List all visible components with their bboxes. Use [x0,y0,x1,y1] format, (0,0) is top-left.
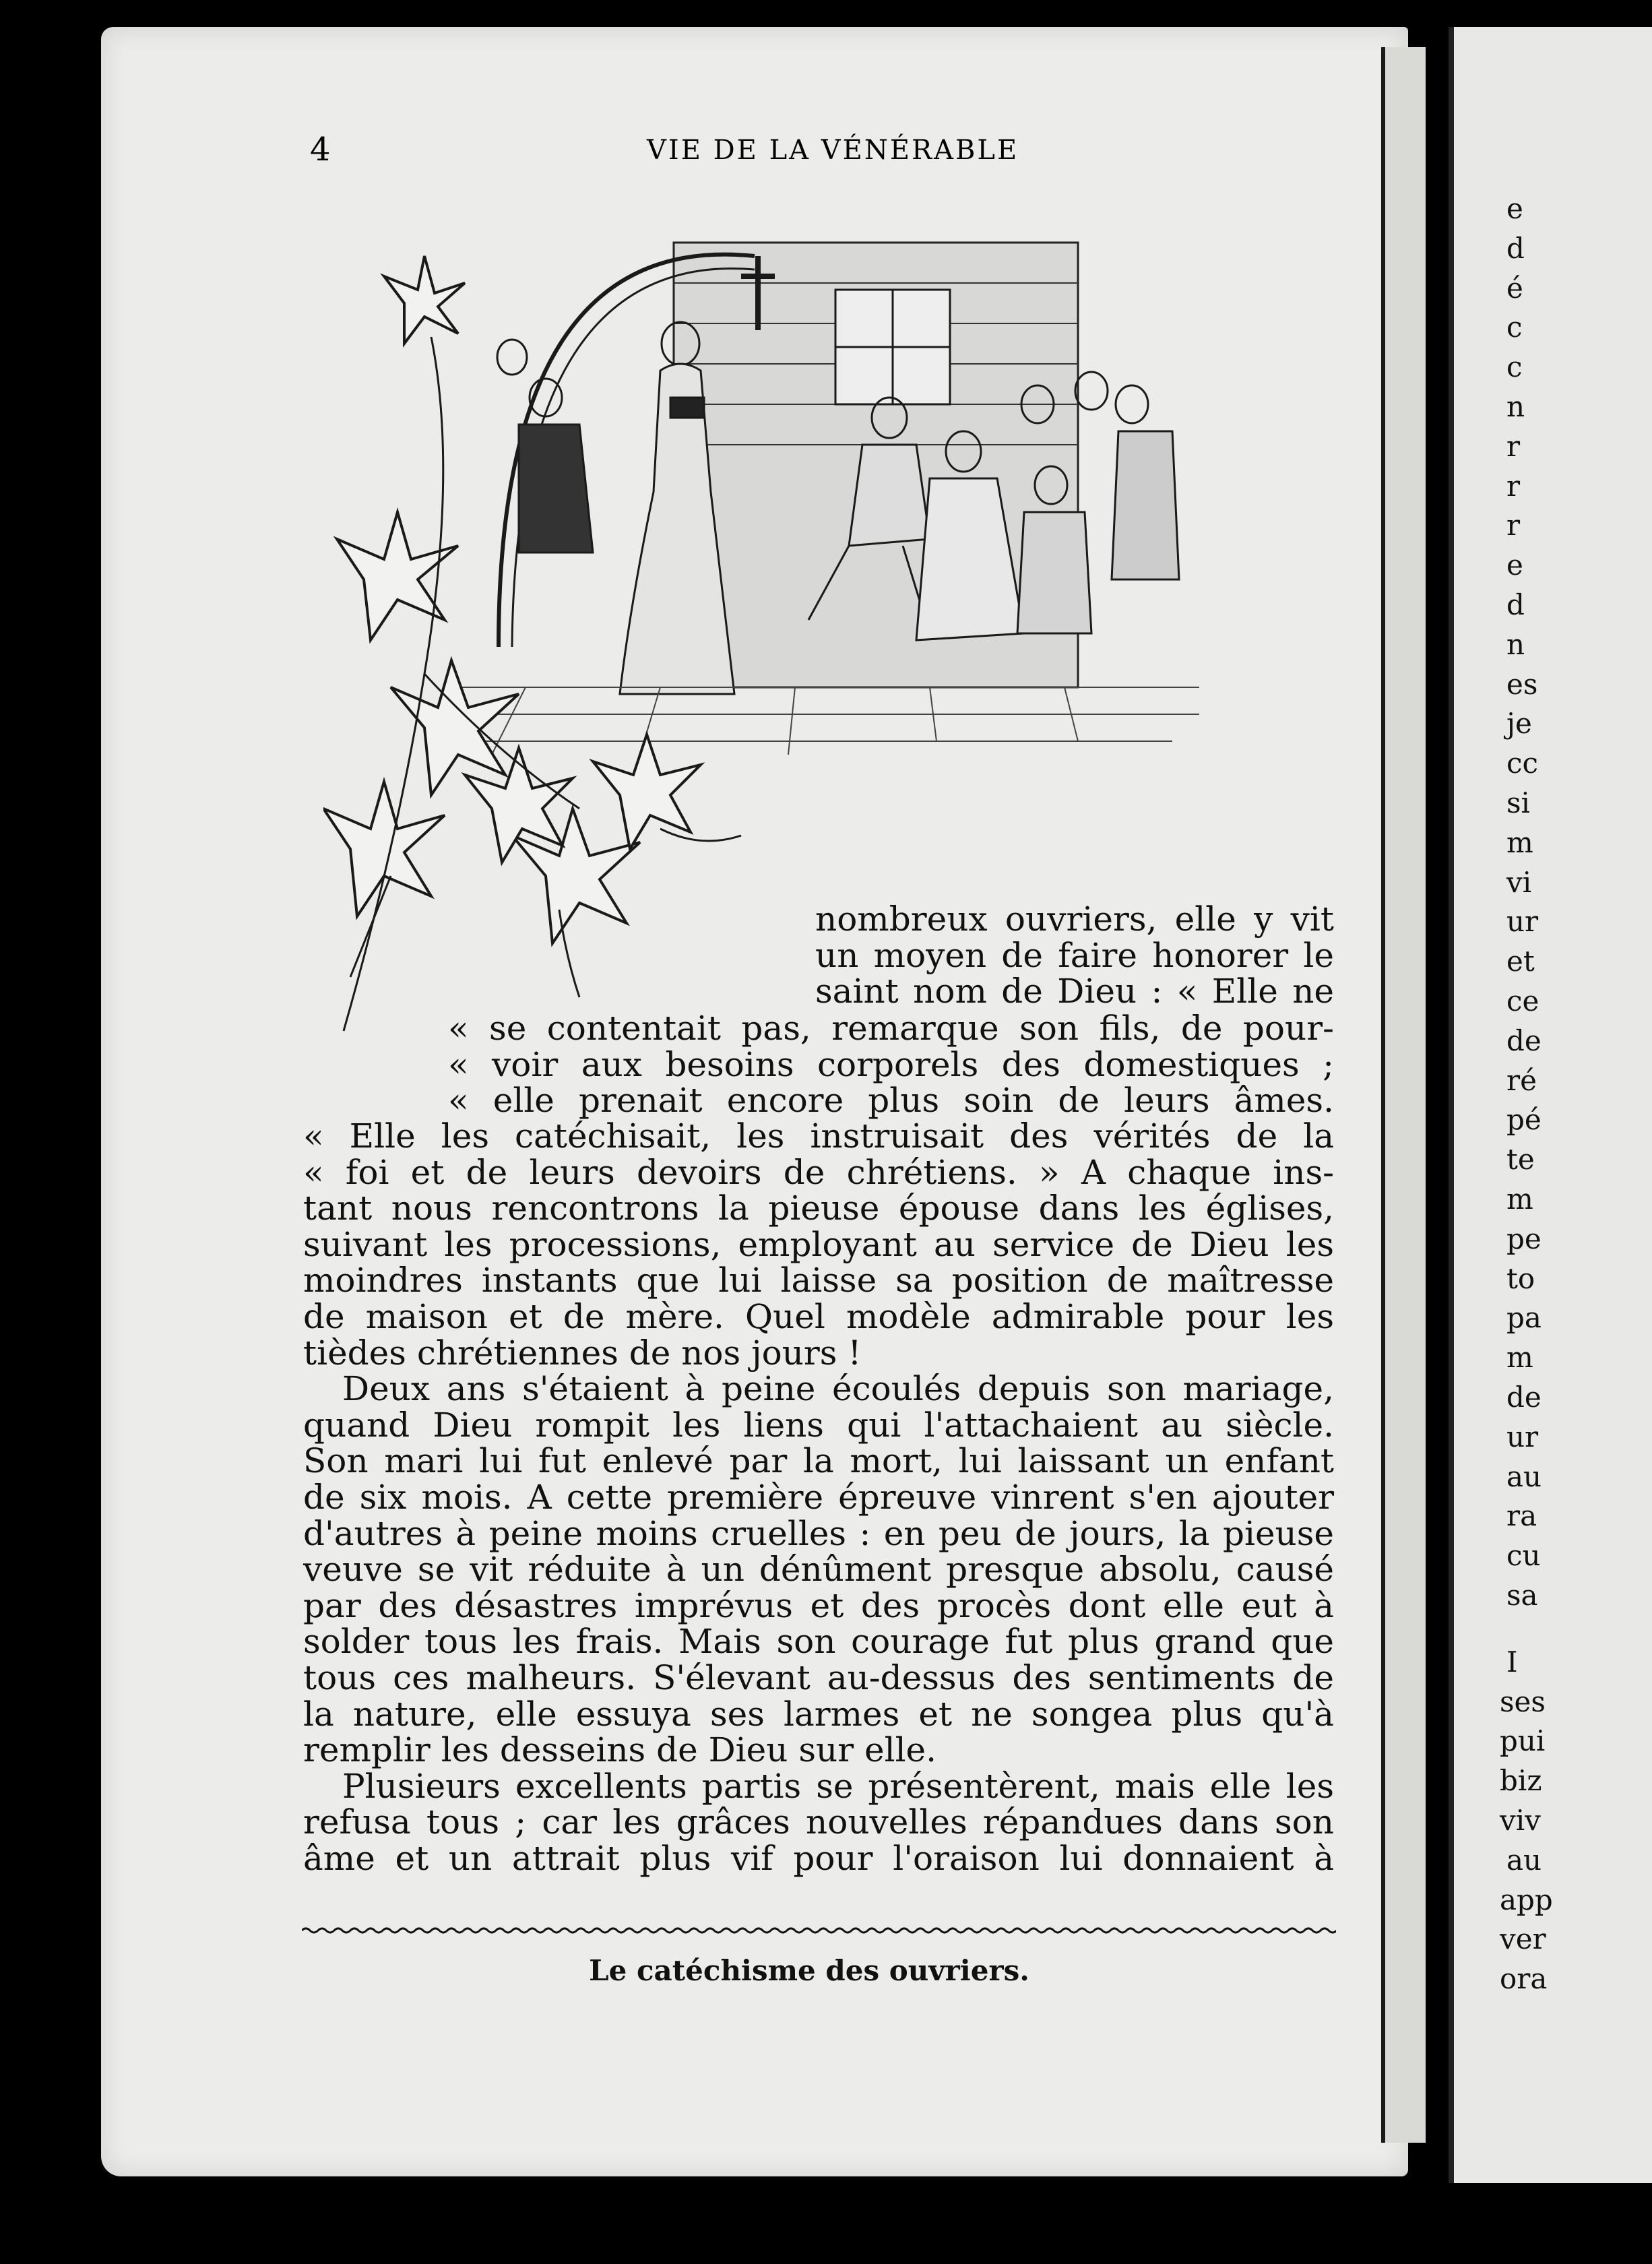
right-page-fragment-line: m [1506,1183,1533,1216]
text-block-indented [448,1011,1334,1119]
text-block-main [303,1119,1334,1877]
text-line: Plusieurs excellents partis se présentèrent, mais elle les [342,1766,1334,1806]
text-line: par des désastres imprévus et des procès dont elle eut à [303,1585,1334,1625]
text-line: d'autres à peine moins cruelles : en peu de jours, la pieuse [303,1513,1334,1553]
right-page-fragment-line: te [1506,1143,1535,1176]
right-page-fragment-line: cu [1506,1539,1541,1573]
right-page-fragment-line: to [1506,1261,1535,1295]
right-page-fragment-line: e [1506,192,1523,225]
text-line: « voir aux besoins corporels des domestiques ; [448,1044,1334,1084]
text-line: « se contentait pas, remarque son fils, de pour- [448,1009,1334,1048]
right-page-fragment-line: c [1506,350,1523,384]
text-line: moindres instants que lui laisse sa position de maîtresse [303,1261,1334,1300]
right-page-fragment-line: n [1506,627,1525,661]
text-line: veuve se vit réduite à un dénûment presque absolu, causé [303,1550,1334,1590]
right-page-fragment-line: pa [1506,1301,1542,1335]
right-page-fragment-line: si [1506,786,1530,819]
right-page-fragment [1449,27,1652,2183]
text-line: tièdes chrétiennes de nos jours ! [303,1333,862,1373]
text-line: solder tous les frais. Mais son courage fut plus grand que [303,1622,1334,1662]
right-page-fragment-line: sa [1506,1579,1538,1612]
text-line: « Elle les catéchisait, les instruisait des vérités de la [303,1117,1334,1156]
text-line: nombreux ouvriers, elle y vit [815,900,1334,939]
right-page-fragment-line: cc [1506,747,1539,780]
right-page-fragment-line: ver [1500,1922,1546,1956]
right-page-fragment-line: ré [1506,1063,1537,1097]
right-page-fragment-line: biz [1500,1764,1542,1798]
right-page-fragment-line: ra [1506,1499,1537,1533]
right-page-fragment-line: pui [1500,1724,1546,1758]
text-line: suivant les processions, employant au service de Dieu les [303,1224,1334,1264]
text-line: tant nous rencontrons la pieuse épouse dans les églises, [303,1189,1334,1228]
right-page-fragment-line: r [1506,469,1521,503]
right-page-fragment-line: es [1506,667,1538,701]
right-page-fragment-line: m [1506,1341,1533,1375]
right-page-fragment-line: c [1506,311,1523,344]
right-page-fragment-line: je [1506,707,1532,741]
right-page-fragment-line: de [1506,1024,1542,1057]
text-line: Deux ans s'étaient à peine écoulés depuis son mariage, [342,1369,1334,1409]
right-page-fragment-line: ce [1506,984,1539,1017]
right-page-fragment-line: de [1506,1381,1542,1414]
right-page-fragment-line: r [1506,429,1521,463]
text-line: Son mari lui fut enlevé par la mort, lui laissant un enfant [303,1441,1334,1481]
page-number: 4 [310,131,331,168]
right-page-fragment-line: ora [1500,1962,1548,1996]
right-page-fragment-line: vi [1506,865,1532,899]
right-page-fragment-line: d [1506,231,1525,265]
text-line: « foi et de leurs devoirs de chrétiens. » A chaque ins- [303,1152,1334,1192]
right-page-fragment-line: ses [1500,1685,1546,1718]
right-page-fragment-line: d [1506,588,1525,621]
page-edge [1381,47,1426,2143]
right-page-fragment-line: I [1506,1645,1518,1678]
right-page-fragment-line: ur [1506,1420,1539,1453]
text-line: remplir les desseins de Dieu sur elle. [303,1730,937,1770]
right-page-fragment-line: au [1506,1459,1542,1493]
text-line: un moyen de faire honorer le [815,935,1334,975]
caption-text: Le catéchisme des ouvriers. [589,1954,1029,1987]
right-page-fragment-line: pé [1506,1103,1542,1137]
text-line: quand Dieu rompit les liens qui l'attachaient au siècle. [303,1405,1334,1445]
right-page-fragment-line: au [1506,1843,1542,1877]
right-page-fragment-line: n [1506,390,1525,423]
right-page-fragment-line: et [1506,945,1535,978]
right-page-fragment-line: viv [1500,1804,1541,1837]
right-page-fragment-line: m [1506,825,1533,859]
text-line: tous ces malheurs. S'élevant au-dessus des sentiments de [303,1658,1334,1697]
right-page-fragment-line: ur [1506,905,1539,939]
right-page-fragment-line: e [1506,548,1523,582]
text-line: la nature, elle essuya ses larmes et ne songea plus qu'à [303,1694,1334,1734]
text-line: de six mois. A cette première épreuve vinrent s'en ajouter [303,1477,1334,1517]
text-line: saint nom de Dieu : « Elle ne [815,972,1334,1011]
text-line: « elle prenait encore plus soin de leurs âmes. [448,1081,1334,1121]
wavy-rule [302,1926,1336,1935]
text-block-right-of-figure [815,902,1334,1010]
figure-caption [0,1954,1652,1987]
right-page-fragment-line: pe [1506,1222,1542,1255]
text-line: âme et un attrait plus vif pour l'oraison lui donnaient à [303,1838,1334,1878]
right-page-fragment-line: é [1506,271,1523,305]
text-line: refusa tous ; car les grâces nouvelles répandues dans son [303,1802,1334,1842]
running-title: VIE DE LA VÉNÉRABLE [647,135,1019,166]
right-page-fragment-line: app [1500,1883,1553,1916]
text-line: de maison et de mère. Quel modèle admirable pour les [303,1296,1334,1336]
right-page-fragment-line: r [1506,509,1521,542]
